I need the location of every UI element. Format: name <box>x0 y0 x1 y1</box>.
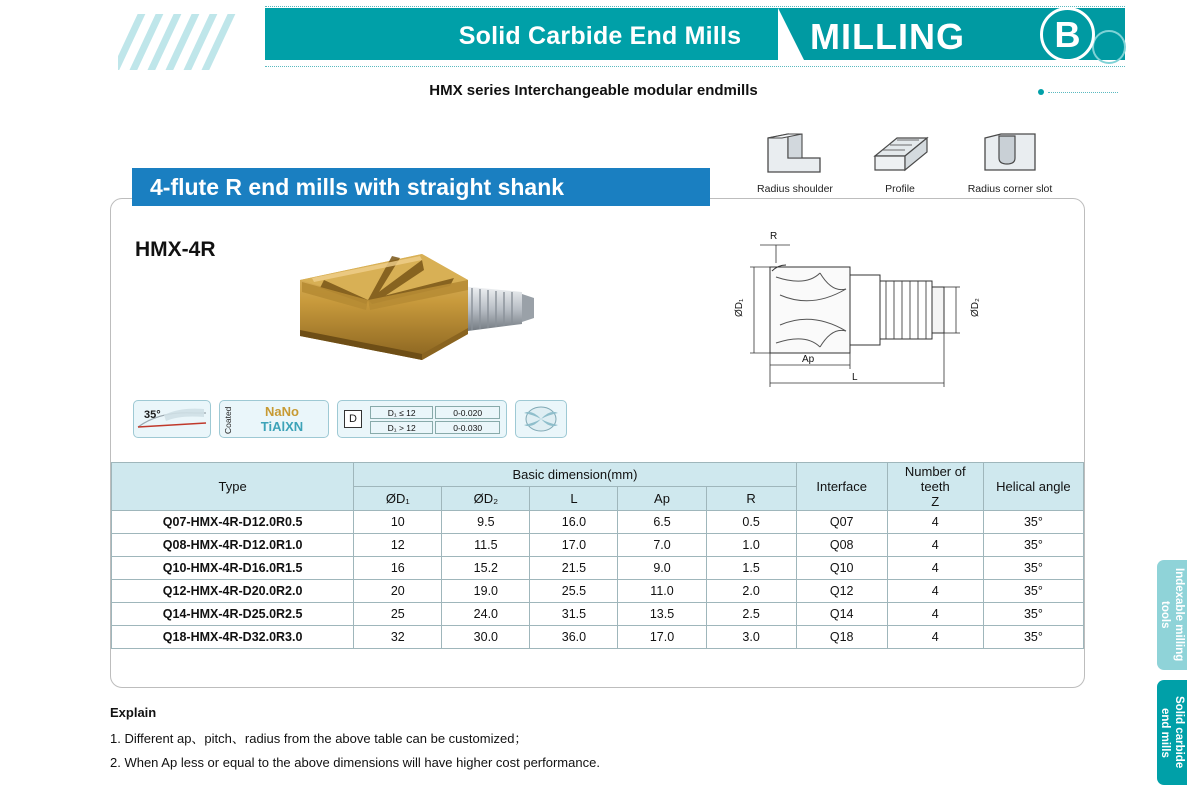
helix-angle-badge <box>133 400 211 438</box>
cell-l: 21.5 <box>530 557 618 580</box>
cell-interface: Q14 <box>796 603 887 626</box>
cell-interface: Q10 <box>796 557 887 580</box>
header-stripes-decor <box>118 14 268 70</box>
coating-name-line1: NaNo <box>265 404 299 419</box>
th-d2: ØD₂ <box>442 487 530 511</box>
tolerance-cond: D₁ ≤ 12 <box>370 406 433 419</box>
page-subtitle: HMX series Interchangeable modular endmills <box>429 82 758 99</box>
cell-z: 4 <box>887 557 983 580</box>
cell-l: 25.5 <box>530 580 618 603</box>
table-row <box>112 626 1084 649</box>
drawing-label-d2: ØD₂ <box>970 298 981 317</box>
cell-ap: 7.0 <box>618 534 706 557</box>
cell-helical: 35° <box>983 626 1083 649</box>
explain-line-2: 2. When Ap less or equal to the above dimensions will have higher cost performance. <box>110 755 600 770</box>
table-header-row-1 <box>112 463 1084 487</box>
tolerance-row <box>370 421 500 434</box>
cell-l: 31.5 <box>530 603 618 626</box>
cell-r: 1.5 <box>706 557 796 580</box>
cell-helical: 35° <box>983 603 1083 626</box>
radius-shoulder-caption: Radius shoulder <box>757 183 833 195</box>
cell-r: 2.0 <box>706 580 796 603</box>
table-row <box>112 603 1084 626</box>
cell-d2: 30.0 <box>442 626 530 649</box>
category-title: MILLING <box>810 16 965 57</box>
coating-badge <box>219 400 329 438</box>
table-row <box>112 534 1084 557</box>
tolerance-cond: D₁ > 12 <box>370 421 433 434</box>
page-header <box>0 0 1187 78</box>
cell-type: Q10-HMX-4R-D16.0R1.5 <box>112 557 354 580</box>
technical-drawing <box>720 225 1065 395</box>
cell-r: 0.5 <box>706 511 796 534</box>
cell-interface: Q08 <box>796 534 887 557</box>
side-tab-solid-carbide-end-mills[interactable] <box>1157 680 1187 785</box>
th-l: L <box>530 487 618 511</box>
side-tab-label: Indexable milling tools <box>1159 568 1185 662</box>
cell-z: 4 <box>887 534 983 557</box>
drawing-label-l: L <box>852 372 858 383</box>
tolerance-table <box>368 404 502 436</box>
cell-z: 4 <box>887 580 983 603</box>
cell-type: Q12-HMX-4R-D20.0R2.0 <box>112 580 354 603</box>
explain-line-1: 1. Different ap、pitch、radius from the above table can be customized； <box>110 731 528 746</box>
cell-r: 1.0 <box>706 534 796 557</box>
subtitle-dot-decor <box>1038 89 1044 95</box>
cell-d1: 12 <box>354 534 442 557</box>
cell-d2: 11.5 <box>442 534 530 557</box>
tolerance-symbol: D <box>344 410 362 428</box>
cell-type: Q08-HMX-4R-D12.0R1.0 <box>112 534 354 557</box>
cell-d1: 32 <box>354 626 442 649</box>
th-teeth-label: Number of teeth <box>904 464 966 494</box>
tolerance-row <box>370 406 500 419</box>
th-interface: Interface <box>796 463 887 511</box>
th-teeth-sub: Z <box>931 494 940 509</box>
cell-helical: 35° <box>983 580 1083 603</box>
radius-corner-slot-caption: Radius corner slot <box>967 183 1053 195</box>
cell-d1: 20 <box>354 580 442 603</box>
subtitle-line-decor <box>1048 92 1118 93</box>
cell-d2: 15.2 <box>442 557 530 580</box>
cell-helical: 35° <box>983 534 1083 557</box>
drawing-label-ap2: Ap <box>802 354 815 365</box>
cell-z: 4 <box>887 626 983 649</box>
helix-angle-value: 35° <box>144 409 161 421</box>
header-dotline-bottom <box>265 66 1125 67</box>
flute-count-badge <box>515 400 567 438</box>
cell-ap: 13.5 <box>618 603 706 626</box>
explain-section <box>110 705 910 770</box>
profile-icon <box>863 132 937 176</box>
table-row <box>112 511 1084 534</box>
cell-type: Q07-HMX-4R-D12.0R0.5 <box>112 511 354 534</box>
cell-helical: 35° <box>983 557 1083 580</box>
table-body <box>112 511 1084 649</box>
radius-shoulder-cell <box>740 132 850 195</box>
section-letter-badge: B <box>1040 7 1095 62</box>
coating-name <box>238 404 326 434</box>
cell-interface: Q12 <box>796 580 887 603</box>
application-icons <box>740 132 1080 198</box>
table-head <box>112 463 1084 511</box>
part-number-label: HMX-4R <box>135 238 216 261</box>
side-tab-indexable-milling-tools[interactable] <box>1157 560 1187 670</box>
cell-interface: Q18 <box>796 626 887 649</box>
th-ap: Ap <box>618 487 706 511</box>
cell-helical: 35° <box>983 511 1083 534</box>
cell-l: 16.0 <box>530 511 618 534</box>
tolerance-badge <box>337 400 507 438</box>
cell-ap: 6.5 <box>618 511 706 534</box>
cell-type: Q14-HMX-4R-D25.0R2.5 <box>112 603 354 626</box>
radius-shoulder-icon <box>758 132 832 176</box>
th-r: R <box>706 487 796 511</box>
header-slash-divider <box>778 8 804 60</box>
profile-caption: Profile <box>885 183 915 195</box>
cell-ap: 11.0 <box>618 580 706 603</box>
section-letter-ring-decor <box>1092 30 1126 64</box>
radius-corner-slot-cell <box>955 132 1065 195</box>
cell-l: 17.0 <box>530 534 618 557</box>
cell-r: 3.0 <box>706 626 796 649</box>
page-title: Solid Carbide End Mills <box>458 22 742 50</box>
coating-name-line2: TiAlXN <box>260 419 304 434</box>
th-d1: ØD₁ <box>354 487 442 511</box>
th-type: Type <box>112 463 354 511</box>
th-helical: Helical angle <box>983 463 1083 511</box>
cell-interface: Q07 <box>796 511 887 534</box>
th-teeth <box>887 463 983 511</box>
cell-z: 4 <box>887 511 983 534</box>
th-basic-dimension: Basic dimension(mm) <box>354 463 796 487</box>
cell-l: 36.0 <box>530 626 618 649</box>
specification-table <box>111 462 1084 649</box>
cell-type: Q18-HMX-4R-D32.0R3.0 <box>112 626 354 649</box>
cell-d1: 10 <box>354 511 442 534</box>
table-row <box>112 557 1084 580</box>
side-tab-label: Solid carbide end mills <box>1159 696 1185 769</box>
cell-d1: 25 <box>354 603 442 626</box>
cell-d2: 9.5 <box>442 511 530 534</box>
cell-d2: 24.0 <box>442 603 530 626</box>
feature-badges <box>133 400 603 442</box>
cell-ap: 9.0 <box>618 557 706 580</box>
coated-label: Coated <box>223 406 233 434</box>
drawing-label-d1: ØD₁ <box>734 298 745 317</box>
table-row <box>112 580 1084 603</box>
radius-corner-slot-icon <box>973 132 1047 176</box>
product-photo <box>272 240 552 370</box>
cell-r: 2.5 <box>706 603 796 626</box>
cell-ap: 17.0 <box>618 626 706 649</box>
tolerance-value: 0-0.030 <box>435 421 500 434</box>
product-panel-title: 4-flute R end mills with straight shank <box>132 168 710 206</box>
cell-d1: 16 <box>354 557 442 580</box>
header-dotline-top <box>265 6 1125 7</box>
tolerance-value: 0-0.020 <box>435 406 500 419</box>
profile-cell <box>845 132 955 195</box>
drawing-label-r: R <box>770 231 778 242</box>
explain-heading: Explain <box>110 705 157 720</box>
cell-z: 4 <box>887 603 983 626</box>
4-flute-icon <box>516 401 566 437</box>
cell-d2: 19.0 <box>442 580 530 603</box>
